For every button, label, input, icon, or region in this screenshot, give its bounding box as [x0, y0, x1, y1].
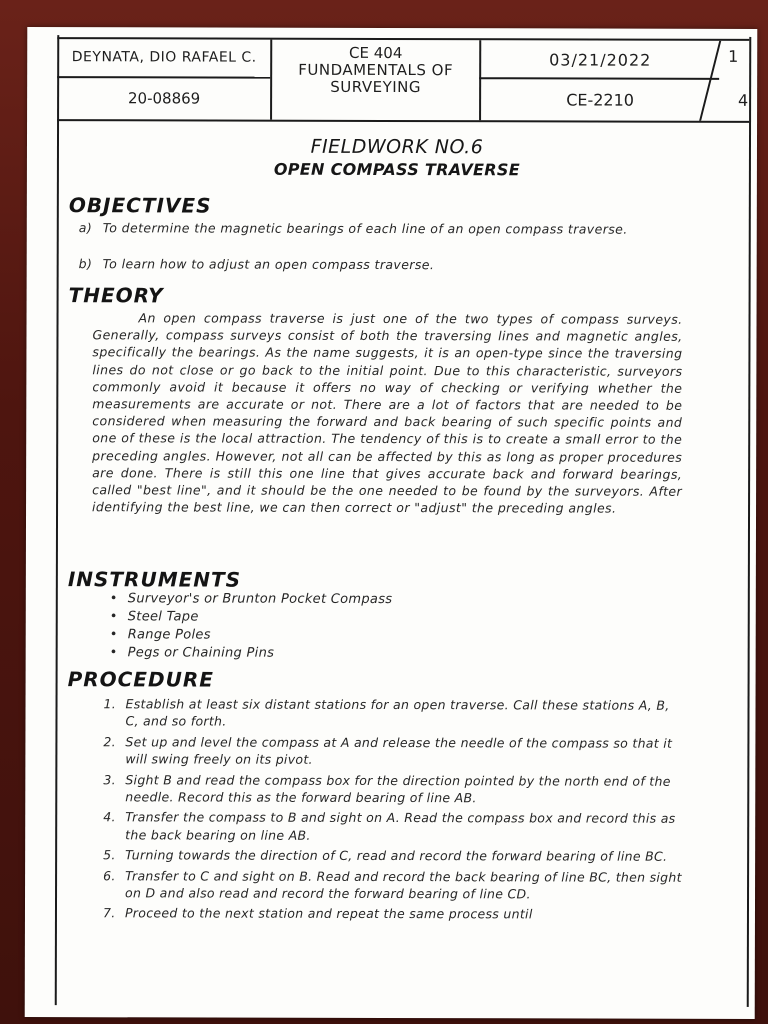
step-text: Turning towards the direction of C, read and record the forward bearing of line BC.: [125, 847, 668, 864]
step-text: Transfer the compass to B and sight on A. Read the compass box and record this as the back bearing on line AB.: [125, 809, 676, 843]
procedure-step: [103, 771, 683, 807]
step-number: 7.: [102, 905, 116, 921]
list-item: • Steel Tape: [110, 608, 393, 627]
page-total: 4: [737, 90, 749, 110]
objective-marker: b): [78, 256, 93, 272]
step-text: Establish at least six distant stations for an open traverse. Call these stations A, B, C, and so forth.: [125, 696, 670, 729]
step-number: 3.: [103, 771, 116, 787]
step-number: 1.: [103, 696, 117, 712]
step-number: 5.: [103, 847, 116, 863]
page-title: FIELDWORK NO.6: [310, 135, 484, 159]
step-text: Sight B and read the compass box for the direction pointed by the north end of the needle. Record this as the forward bearing of line AB.: [125, 771, 671, 806]
list-item: • Surveyor's or Brunton Pocket Compass: [110, 590, 393, 609]
instruments-list: [110, 590, 393, 663]
objective-item: [79, 219, 679, 238]
objective-item: [79, 255, 679, 274]
section-code: CE-2210: [566, 90, 635, 110]
student-id: 20-08869: [127, 89, 201, 108]
divider: [479, 77, 719, 80]
procedure-step: [103, 809, 683, 845]
procedure-step: [103, 846, 683, 865]
course-title: FUNDAMENTALS OF SURVEYING: [298, 60, 454, 97]
procedure-heading: PROCEDURE: [67, 667, 214, 692]
page-subtitle: OPEN COMPASS TRAVERSE: [273, 159, 520, 180]
procedure-step: [103, 733, 683, 769]
page-number: 1: [728, 46, 739, 66]
list-item: • Range Poles: [110, 626, 393, 645]
step-text: Transfer to C and sight on B. Read and record the back bearing of line BC, then sight on D and also read and record the forward bearing of line CD.: [125, 867, 682, 902]
title-block: [57, 37, 749, 123]
procedure-step: [103, 695, 683, 731]
procedure-step: [103, 867, 683, 903]
date: 03/21/2022: [549, 50, 652, 70]
course-code: CE 404: [349, 43, 403, 63]
step-text: Set up and level the compass at A and release the needle of the compass so that it will swing freely on its pivot.: [125, 734, 673, 768]
objective-marker: a): [78, 220, 93, 236]
step-number: 4.: [103, 809, 116, 825]
step-number: 6.: [103, 867, 116, 883]
divider: [57, 76, 270, 79]
objective-text: To determine the magnetic bearings of each line of an open compass traverse.: [102, 220, 628, 237]
theory-paragraph: An open compass traverse is just one of the two types of compass surveys. Generally, compass surveys consist of both the traversing lines and magnetic angles, specifically the bearings. As the name suggests, it is an open-type since the traversing lines do not close or go back to the initial point. Due to this characteristic, surveyors commonly avoid it because it offers no way of checking or verifying whether the measurements are accurate or not. There are a lot of factors that are needed to be considered when measuring the forward and back bearing of such specific points and one of these is the local attraction. The tendency of this is to create a small error to the preceding angles. However, not all can be affected by this as long as proper procedures are done. There is still this one line that gives accurate back and forward bearings, called "best line", and it should be the one needed to be found by the surveyors. After identifying the best line, we can then correct or "adjust" the preceding angles.: [92, 310, 683, 516]
procedure-list: [103, 695, 684, 926]
student-name: DEYNATA, DIO RAFAEL C.: [71, 49, 257, 66]
step-number: 2.: [103, 734, 116, 750]
list-item: • Pegs or Chaining Pins: [110, 644, 393, 663]
paper-sheet: [25, 27, 758, 1019]
objective-text: To learn how to adjust an open compass traverse.: [102, 256, 435, 273]
step-text: Proceed to the next station and repeat the same process until: [124, 905, 533, 922]
objectives-heading: OBJECTIVES: [68, 193, 212, 218]
theory-heading: THEORY: [68, 283, 164, 308]
instruments-heading: INSTRUMENTS: [67, 567, 242, 592]
procedure-step: [103, 905, 683, 924]
